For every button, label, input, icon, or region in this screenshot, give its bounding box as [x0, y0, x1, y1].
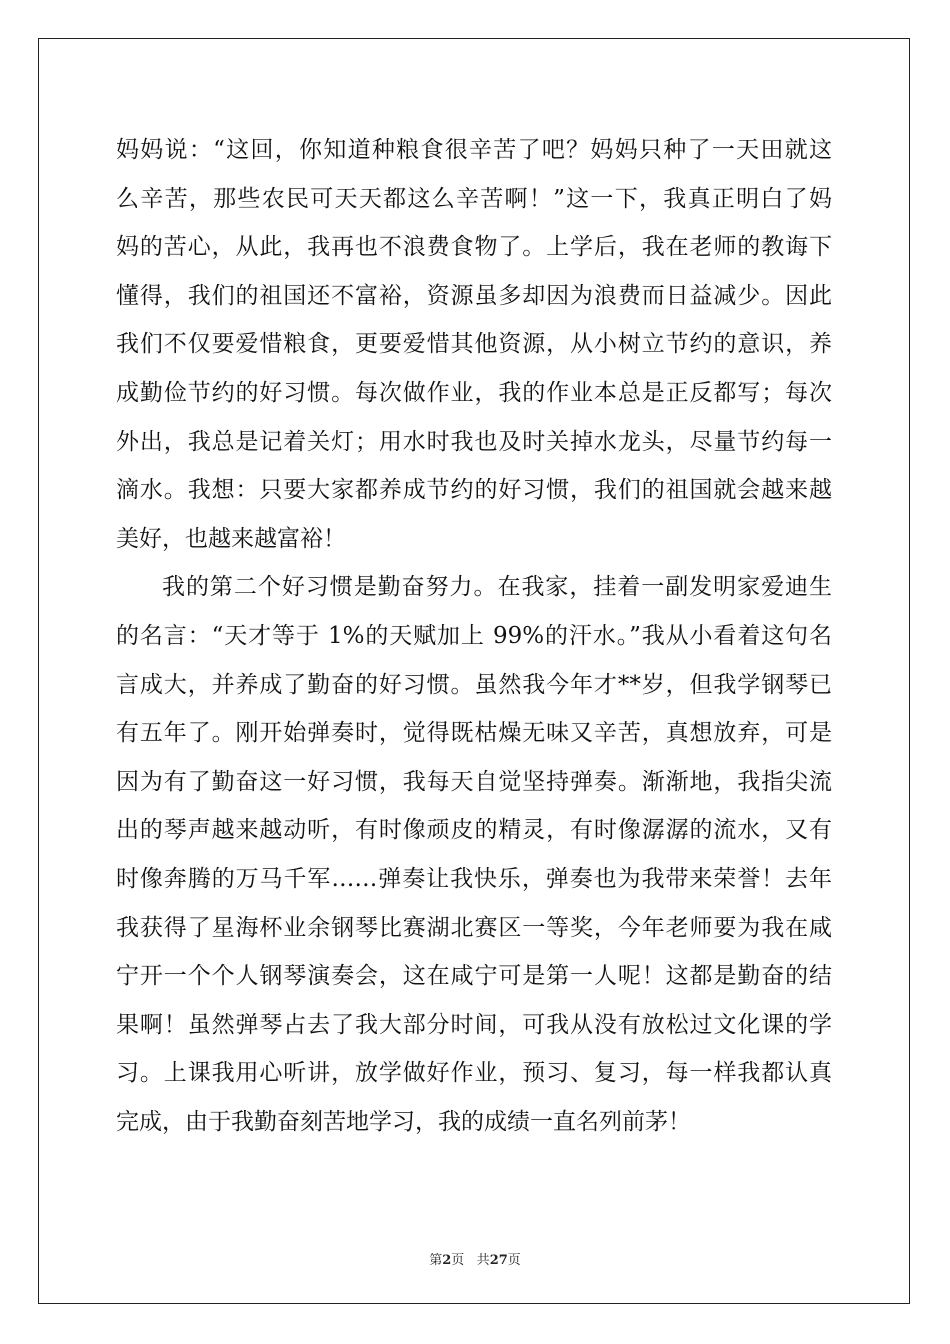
text-line: 外出，我总是记着关灯；用水时我也及时关掉水龙头，尽量节约每一 [116, 428, 832, 455]
text-line: 滴水。我想：只要大家都养成节约的好习惯，我们的祖国就会越来越 [116, 477, 832, 504]
text-line: 我的第二个好习惯是勤奋努力。在我家，挂着一副发明家爱迪生 [162, 574, 832, 601]
page-number: 2 [442, 1253, 452, 1268]
text-line: 的名言：“天才等于 1%的天赋加上 99%的汗水。”我从小看着这句名 [116, 622, 832, 649]
total-pages: 27 [489, 1253, 508, 1268]
text-line: 因为有了勤奋这一好习惯，我每天自觉坚持弹奏。渐渐地，我指尖流 [116, 768, 832, 795]
page-label-suffix: 页 [451, 1253, 465, 1268]
text-line: 懂得，我们的祖国还不富裕，资源虽多却因为浪费而日益减少。因此 [116, 282, 832, 309]
text-line: 美好，也越来越富裕！ [116, 525, 346, 552]
text-line: 时像奔腾的万马千军……弹奏让我快乐，弹奏也为我带来荣誉！去年 [116, 865, 832, 892]
text-line: 妈妈说：“这回，你知道种粮食很辛苦了吧？妈妈只种了一天田就这 [116, 137, 832, 163]
text-line: 完成，由于我勤奋刻苦地学习，我的成绩一直名列前茅！ [116, 1108, 691, 1135]
text-line: 妈的苦心，从此，我再也不浪费食物了。上学后，我在老师的教诲下 [116, 234, 832, 261]
page-footer [0, 1249, 950, 1268]
text-line: 有五年了。刚开始弹奏时，觉得既枯燥无味又辛苦，真想放弃，可是 [116, 720, 832, 747]
text-line: 我获得了星海杯业余钢琴比赛湖北赛区一等奖，今年老师要为我在咸 [116, 914, 832, 941]
text-line: 果啊！虽然弹琴占去了我大部分时间，可我从没有放松过文化课的学 [116, 1011, 832, 1038]
text-line: 出的琴声越来越动听，有时像顽皮的精灵，有时像潺潺的流水，又有 [116, 817, 832, 844]
paragraph-1 [116, 126, 832, 563]
text-line: 成勤俭节约的好习惯。每次做作业，我的作业本总是正反都写；每次 [116, 379, 832, 406]
document-body [116, 126, 832, 1146]
page-label-prefix: 第 [429, 1253, 443, 1268]
total-label-suffix: 页 [507, 1253, 521, 1268]
paragraph-2 [116, 563, 832, 1146]
text-line: 么辛苦，那些农民可天天都这么辛苦啊！”这一下，我真正明白了妈 [116, 185, 832, 212]
text-line: 习。上课我用心听讲，放学做好作业，预习、复习，每一样我都认真 [116, 1060, 832, 1087]
text-line: 我们不仅要爱惜粮食，更要爱惜其他资源，从小树立节约的意识，养 [116, 331, 832, 358]
text-line: 宁开一个个人钢琴演奏会，这在咸宁可是第一人呢！这都是勤奋的结 [116, 963, 832, 990]
total-label-prefix: 共 [476, 1253, 490, 1268]
text-line: 言成大，并养成了勤奋的好习惯。虽然我今年才**岁，但我学钢琴已 [116, 671, 832, 698]
